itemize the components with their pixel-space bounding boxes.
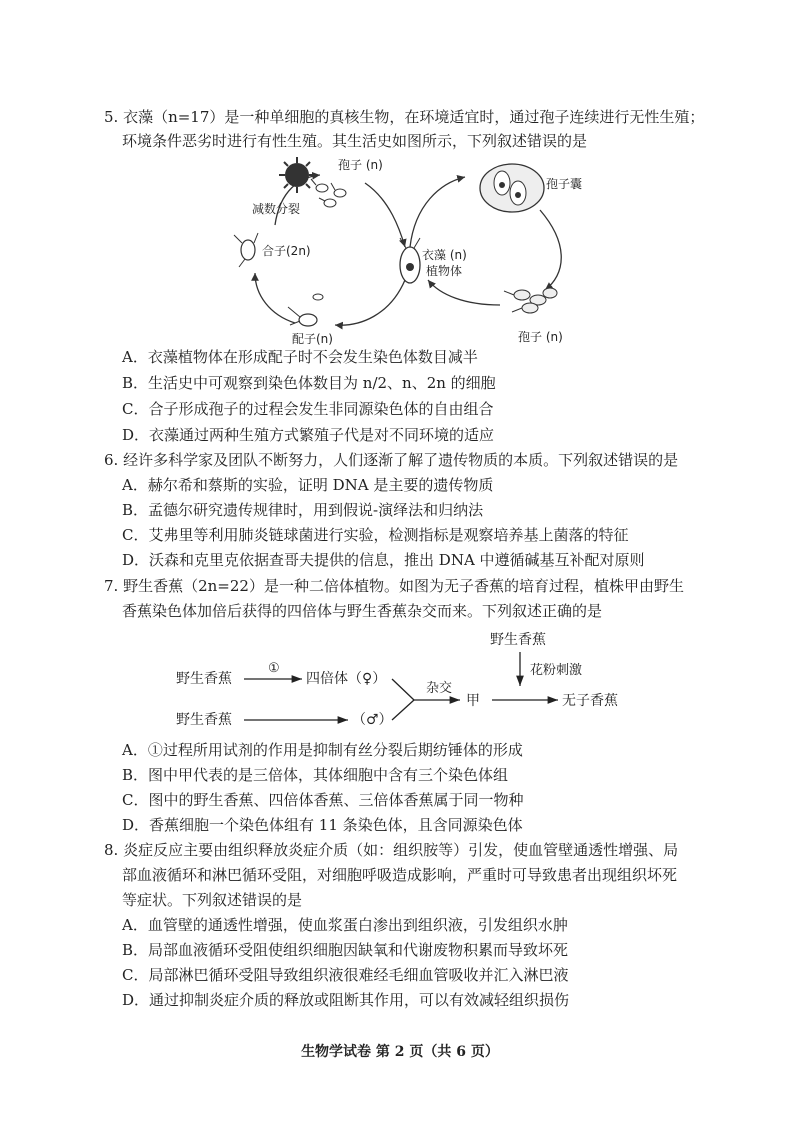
q7-option-a: A．①过程所用试剂的作用是抑制有丝分裂后期纺锤体的形成	[122, 741, 523, 759]
flow-wild-left: 野生香蕉	[176, 671, 232, 687]
sporangium-icon	[480, 164, 544, 212]
label-spore-bottom: 孢子 (n)	[518, 330, 563, 344]
flow-seedless: 无子香蕉	[562, 693, 618, 709]
flow-cross-line-lower	[392, 700, 414, 720]
zygote-cell-icon	[234, 233, 258, 267]
q8-stem-line2: 部血液循环和淋巴循环受阻，对细胞呼吸造成影响，严重时可导致患者出现组织坏死	[122, 866, 678, 884]
q6-option-a: A．赫尔希和蔡斯的实验，证明 DNA 是主要的遗传物质	[122, 476, 494, 494]
flow-tetraploid: 四倍体（♀）	[306, 671, 387, 687]
q7-option-d: D．香蕉细胞一个染色体组有 11 条染色体，且含同源染色体	[122, 816, 523, 834]
label-gamete: 配子(n)	[292, 332, 333, 346]
flow-cross-line-upper	[392, 679, 414, 700]
q8-option-d: D．通过抑制炎症介质的释放或阻断其作用，可以有效减轻组织损伤	[122, 991, 570, 1009]
cycle-arrow-top-right	[365, 183, 405, 247]
label-sporangium: 孢子囊	[546, 177, 583, 191]
cycle-arrow-plant-up	[410, 177, 465, 247]
q5-option-b: B．生活史中可观察到染色体数目为 n/2、n、2n 的细胞	[122, 374, 496, 392]
cycle-arrow-bottom-left	[255, 273, 295, 323]
q8-stem-line3: 等症状。下列叙述错误的是	[122, 891, 303, 909]
q8-option-c: C．局部淋巴循环受阻导致组织液很难经毛细血管吸收并汇入淋巴液	[122, 966, 569, 984]
flow-step1-label: ①	[268, 661, 280, 676]
q5-option-a: A．衣藻植物体在形成配子时不会发生染色体数目减半	[122, 348, 478, 366]
label-plant-line1: 衣藻 (n)	[422, 248, 467, 262]
spore-cells-top-icon	[311, 179, 346, 207]
q7-stem-line1: 7. 野生香蕉（2n=22）是一种二倍体植物。如图为无子香蕉的培育过程，植株甲由野生	[104, 577, 684, 595]
q8-stem-line1: 8. 炎症反应主要由组织释放炎症介质（如：组织胺等）引发，使血管壁通透性增强、局	[104, 841, 679, 859]
q5-stem-line2: 环境条件恶劣时进行有性生殖。其生活史如图所示，下列叙述错误的是	[122, 132, 588, 150]
meiosis-cell-icon	[279, 157, 315, 193]
label-meiosis: 减数分裂	[252, 202, 301, 216]
spore-cells-bottom-icon	[504, 288, 557, 313]
q6-option-c: C．艾弗里等利用肺炎链球菌进行实验，检测指标是观察培养基上菌落的特征	[122, 526, 629, 544]
flow-pollen-label: 花粉刺激	[530, 663, 583, 678]
cycle-arrow-right-bottom	[335, 280, 405, 325]
flow-jia: 甲	[466, 693, 480, 709]
label-zygote: 合子(2n)	[262, 244, 311, 258]
q6-stem: 6. 经许多科学家及团队不断努力，人们逐渐了解了遗传物质的本质。下列叙述错误的是	[104, 451, 679, 469]
q5-option-d: D．衣藻通过两种生殖方式繁殖子代是对不同环境的适应	[122, 426, 495, 444]
q8-option-a: A．血管壁的通透性增强，使血浆蛋白渗出到组织液，引发组织水肿	[122, 916, 568, 934]
q8-option-b: B．局部血液循环受阻使组织细胞因缺氧和代谢废物积累而导致坏死	[122, 941, 569, 959]
cycle-arrow-sporangium-down	[540, 210, 561, 290]
flow-wild-bottom: 野生香蕉	[176, 712, 232, 728]
gamete-cells-icon	[288, 294, 323, 326]
q7-stem-line2: 香蕉染色体加倍后获得的四倍体与野生香蕉杂交而来。下列叙述正确的是	[122, 602, 603, 620]
label-plant-line2: 植物体	[426, 264, 463, 278]
q7-option-c: C．图中的野生香蕉、四倍体香蕉、三倍体香蕉属于同一物种	[122, 791, 524, 809]
q6-option-d: D．沃森和克里克依据查哥夫提供的信息，推出 DNA 中遵循碱基互补配对原则	[122, 551, 645, 569]
q7-option-b: B．图中甲代表的是三倍体，其体细胞中含有三个染色体组	[122, 766, 509, 784]
page-footer: 生物学试卷 第 2 页（共 6 页）	[301, 1044, 499, 1060]
q5-stem-line1: 5. 衣藻（n=17）是一种单细胞的真核生物，在环境适宜时，通过孢子连续进行无性生殖；	[104, 108, 705, 126]
q5-option-c: C．合子形成孢子的过程会发生非同源染色体的自由组合	[122, 400, 494, 418]
cycle-arrow-spore-back	[428, 280, 500, 305]
flow-wild-top: 野生香蕉	[490, 632, 546, 648]
flow-male: （♂）	[352, 712, 393, 728]
q6-option-b: B．孟德尔研究遗传规律时，用到假说-演绎法和归纳法	[122, 501, 484, 519]
algae-life-cycle-diagram	[200, 155, 590, 350]
label-spore-top: 孢子 (n)	[338, 158, 383, 172]
banana-breeding-flow-diagram	[170, 628, 670, 738]
flow-cross-label: 杂交	[426, 681, 453, 696]
